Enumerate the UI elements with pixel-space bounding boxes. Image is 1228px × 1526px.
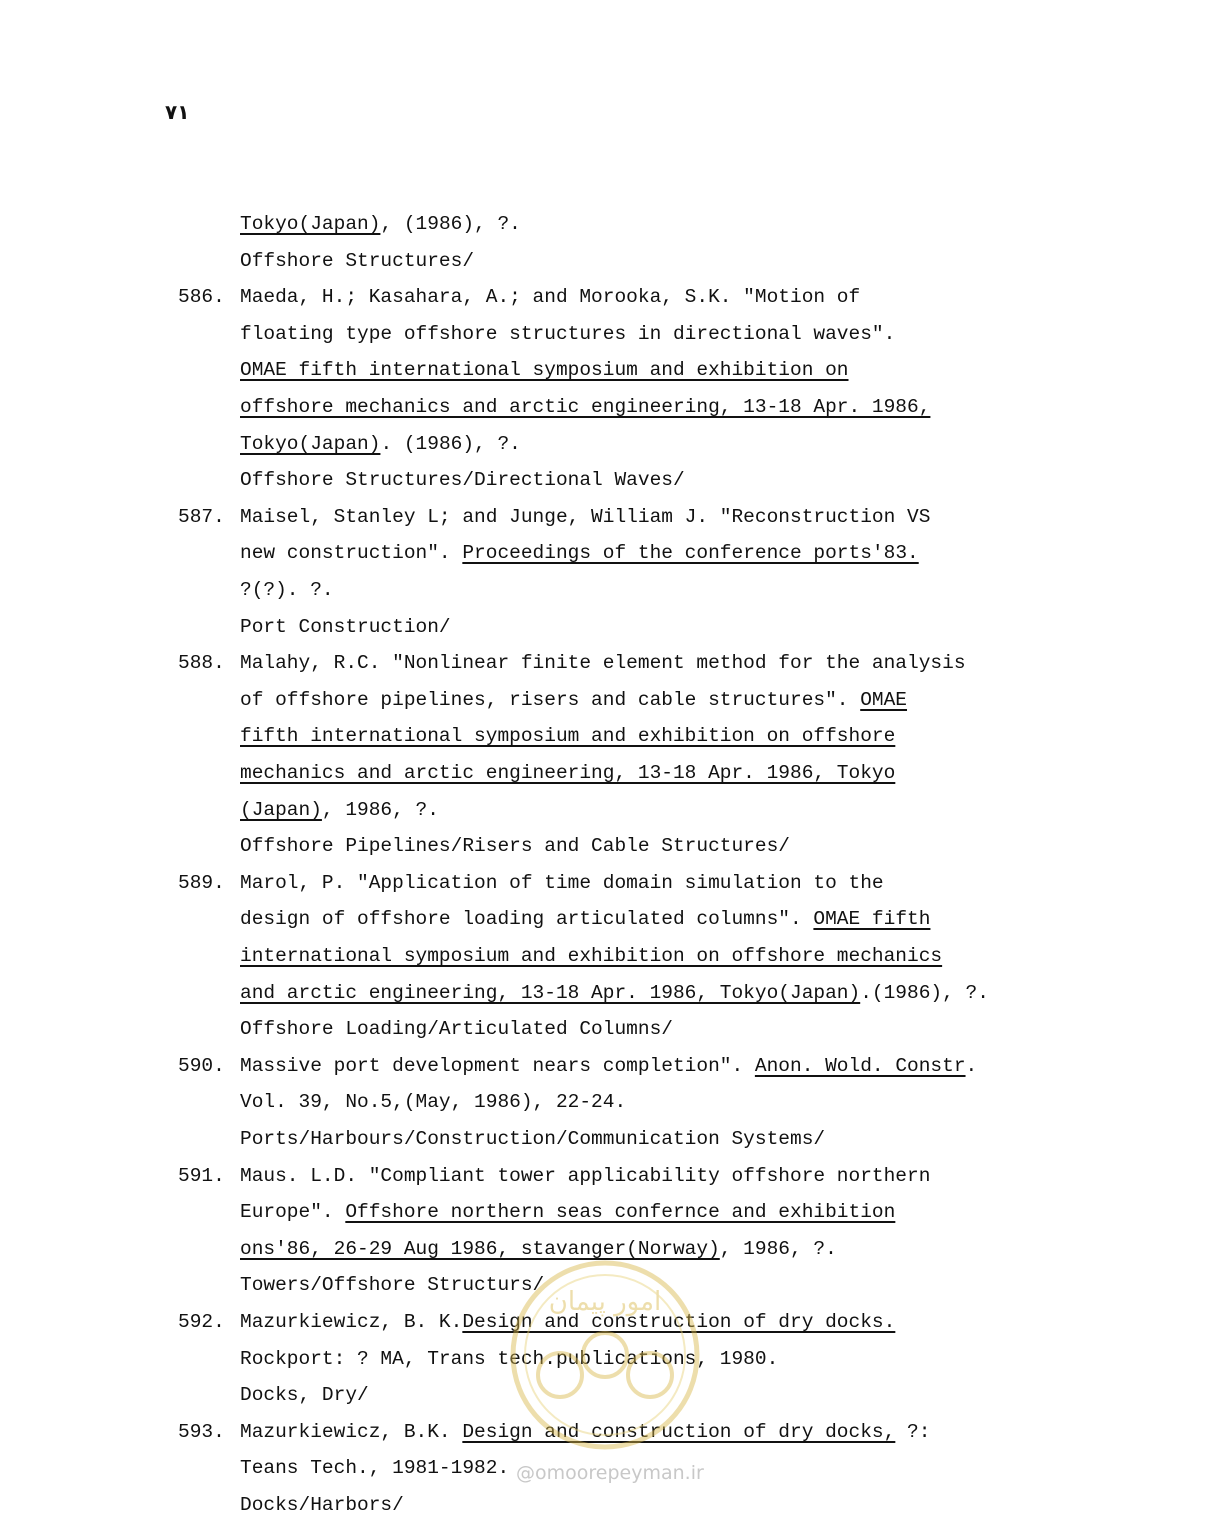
entry-text: Teans Tech., 1981-1982. xyxy=(240,1457,510,1480)
entry-text: Port Construction/ xyxy=(240,615,451,638)
entry-line xyxy=(240,615,451,639)
underlined-text: Offshore northern seas confernce and exhibition xyxy=(345,1201,896,1224)
entry-text: new construction". xyxy=(240,542,463,565)
entry-line xyxy=(240,761,895,785)
entry-text: .(1986), ?. xyxy=(860,981,989,1004)
entry-text: Maeda, H.; Kasahara, A.; and Morooka, S.K. "Motion of xyxy=(240,286,861,309)
underlined-text: (Japan) xyxy=(240,798,322,821)
entry-text: Rockport: ? MA, Trans tech.publications, 1980. xyxy=(240,1347,779,1370)
entry-text: Offshore Loading/Articulated Columns/ xyxy=(240,1018,673,1041)
entry-line xyxy=(240,322,895,346)
entry-text: ?: xyxy=(895,1420,931,1443)
entry-text: Ports/Harbours/Construction/Communication Systems/ xyxy=(240,1128,826,1150)
entry-text: Vol. 39, No.5,(May, 1986), 22-24. xyxy=(240,1091,627,1114)
entry-line xyxy=(240,249,474,273)
underlined-text: Design and construction of dry docks. xyxy=(462,1311,896,1333)
entry-line xyxy=(240,1456,509,1480)
underlined-text: Anon. Wold. Constr xyxy=(754,1054,966,1077)
underlined-text: mechanics and arctic engineering, 13-18 Apr. 1986, Tokyo xyxy=(240,762,896,784)
entry-line xyxy=(240,1090,626,1114)
entry-line xyxy=(240,1164,930,1188)
entry-line xyxy=(240,285,860,309)
page-number: ٧١ xyxy=(165,100,190,124)
entry-text: of offshore pipelines, risers and cable structures". xyxy=(240,688,861,711)
entry-number: 587. xyxy=(178,505,225,528)
entry-text: Europe". xyxy=(240,1201,346,1224)
entry-number: 592. xyxy=(178,1311,225,1333)
entry-line xyxy=(240,578,334,602)
entry-number: 586. xyxy=(178,286,225,309)
entry-line xyxy=(240,688,907,712)
underlined-text: OMAE xyxy=(860,688,908,711)
entry-number: 591. xyxy=(178,1164,225,1187)
entry-text: , 1986, ?. xyxy=(321,798,439,821)
underlined-text: international symposium and exhibition on offshore mechanics xyxy=(240,945,943,967)
entry-line xyxy=(240,724,895,748)
entry-line xyxy=(240,1493,404,1517)
entry-text: Mazurkiewicz, B.K. xyxy=(240,1420,463,1443)
entry-line xyxy=(240,212,521,236)
watermark-seal-icon xyxy=(505,1255,705,1455)
entry-text: Maus. L.D. "Compliant tower applicability offshore northern xyxy=(240,1164,931,1187)
underlined-text: ons'86, 26-29 Aug 1986, stavanger(Norway) xyxy=(240,1237,720,1260)
entry-line xyxy=(240,871,884,895)
entry-number: 589. xyxy=(178,871,225,894)
entry-text: , (1986), ?. xyxy=(380,213,521,235)
entry-line xyxy=(240,1127,825,1151)
entry-line xyxy=(240,907,930,931)
entry-line xyxy=(240,395,930,419)
entry-text: Offshore Structures/ xyxy=(240,249,475,272)
entry-line xyxy=(240,1054,977,1078)
entry-line xyxy=(240,1273,544,1297)
entry-text: floating type offshore structures in directional waves". xyxy=(240,322,896,345)
entry-line xyxy=(240,468,685,492)
entry-text: ?(?). ?. xyxy=(240,579,334,601)
entry-line xyxy=(240,834,790,858)
entry-text: Massive port development nears completion". xyxy=(240,1054,755,1077)
entry-number: 590. xyxy=(178,1054,225,1077)
underlined-text: Design and construction of dry docks, xyxy=(462,1420,896,1443)
entry-line xyxy=(240,1200,895,1224)
entry-text: Docks, Dry/ xyxy=(240,1384,369,1407)
entry-text: . (1986), ?. xyxy=(380,432,521,455)
entry-line xyxy=(240,1017,673,1041)
entry-line xyxy=(240,981,989,1005)
watermark-text: @omoorepeyman.ir xyxy=(516,1462,704,1484)
underlined-text: Tokyo(Japan) xyxy=(240,432,381,455)
entry-text: design of offshore loading articulated columns". xyxy=(240,908,814,931)
entry-text: Mazurkiewicz, B. K. xyxy=(240,1311,463,1333)
entry-text: Towers/Offshore Structurs/ xyxy=(240,1274,545,1297)
underlined-text: Tokyo(Japan) xyxy=(240,213,381,235)
entry-number: 593. xyxy=(178,1420,225,1443)
underlined-text: offshore mechanics and arctic engineering, 13-18 Apr. 1986, xyxy=(240,396,931,418)
entry-line xyxy=(240,1383,369,1407)
entry-text: Offshore Structures/Directional Waves/ xyxy=(240,469,685,492)
entry-line xyxy=(240,505,930,529)
entry-text: Docks/Harbors/ xyxy=(240,1494,404,1516)
entry-text: , 1986, ?. xyxy=(719,1237,837,1260)
underlined-text: OMAE fifth international symposium and exhibition on xyxy=(240,359,849,382)
entry-text: Marol, P. "Application of time domain simulation to the xyxy=(240,871,884,894)
underlined-text: OMAE fifth xyxy=(813,908,931,931)
entry-number: 588. xyxy=(178,652,225,675)
entry-text: Malahy, R.C. "Nonlinear finite element method for the analysis xyxy=(240,652,966,675)
underlined-text: Proceedings of the conference ports'83. xyxy=(462,542,919,565)
entry-line xyxy=(240,798,439,822)
underlined-text: and arctic engineering, 13-18 Apr. 1986, Tokyo(Japan) xyxy=(240,981,861,1004)
watermark-logo-text: امور پیمان xyxy=(548,1287,662,1317)
entry-line xyxy=(240,541,919,565)
entry-line xyxy=(240,944,942,968)
entry-line xyxy=(240,358,849,382)
underlined-text: fifth international symposium and exhibition on offshore xyxy=(240,725,896,748)
entry-line xyxy=(240,651,966,675)
entry-text: Offshore Pipelines/Risers and Cable Structures/ xyxy=(240,835,790,858)
entry-text: Maisel, Stanley L; and Junge, William J. "Reconstruction VS xyxy=(240,505,931,528)
entry-line xyxy=(240,432,521,456)
entry-text: . xyxy=(965,1054,978,1077)
